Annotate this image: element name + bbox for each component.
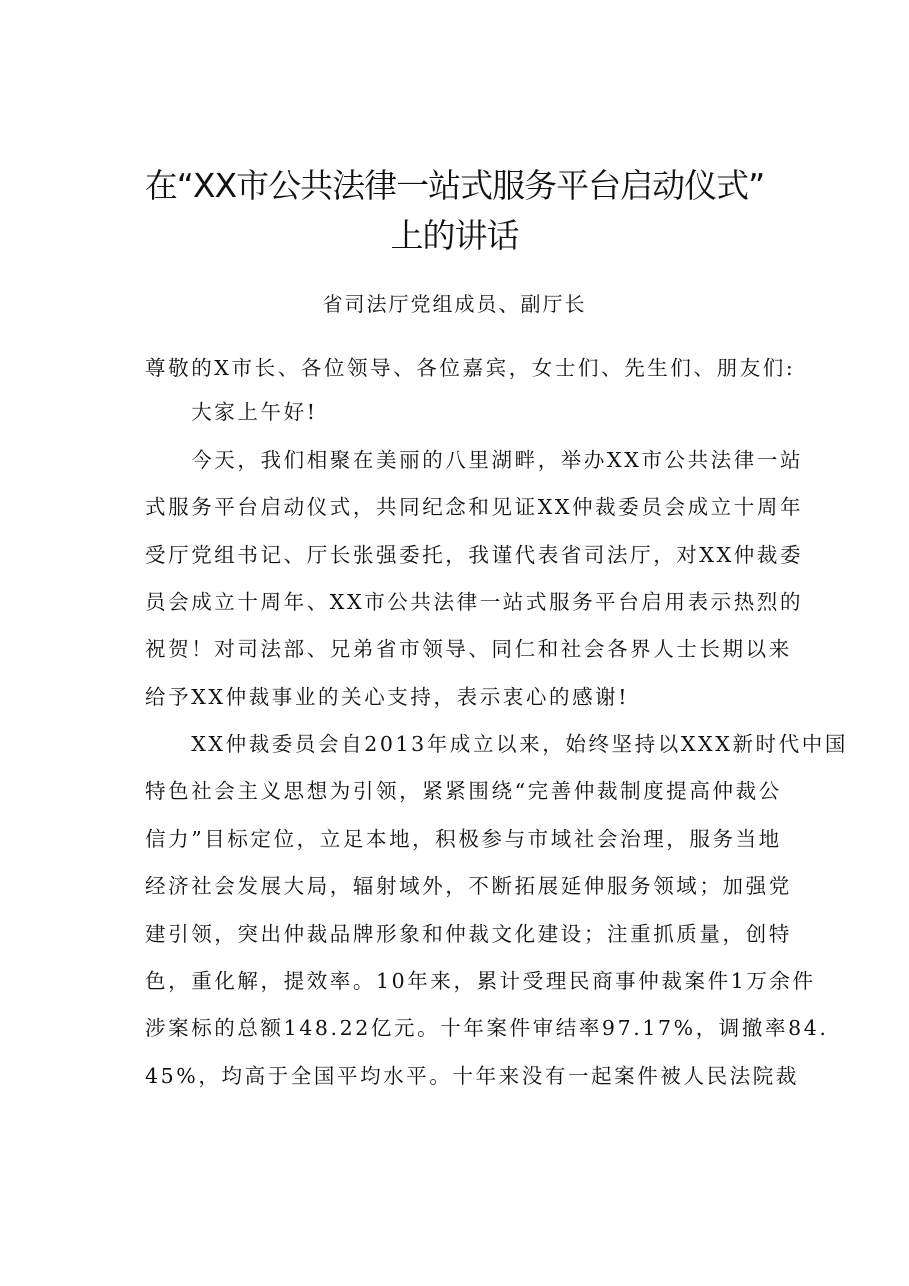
text-line: 大家上午好! bbox=[145, 400, 318, 424]
text-line: 受厅党组书记、厅长张强委托，我谨代表省司法厅，对XX仲裁委 bbox=[145, 543, 804, 567]
text-line: 尊敬的X市长、各位领导、各位嘉宾，女士们、先生们、朋友们: bbox=[145, 356, 796, 380]
text-line: 经济社会发展大局，辐射域外，不断拓展延伸服务领域；加强党 bbox=[145, 874, 792, 898]
text-line: 今天，我们相聚在美丽的八里湖畔，举办XX市公共法律一站 bbox=[145, 448, 804, 472]
text-line: 特色社会主义思想为引领，紧紧围绕“完善仲裁制度提高仲裁公 bbox=[145, 779, 782, 803]
speaker-title: 省司法厅党组成员、副厅长 bbox=[322, 292, 587, 316]
text-line: 员会成立十周年、XX市公共法律一站式服务平台启用表示热烈的 bbox=[145, 590, 804, 614]
text-line: 给予XX仲裁事业的关心支持，表示衷心的感谢! bbox=[145, 685, 630, 709]
text-line: 建引领，突出仲裁品牌形象和仲裁文化建设；注重抓质量，创特 bbox=[145, 922, 792, 946]
text-line: 式服务平台启动仪式，共同纪念和见证XX仲裁委员会成立十周年 bbox=[145, 495, 804, 519]
document-title-line-2: 上的讲话 bbox=[390, 216, 519, 255]
document-title-line-1: 在“XX市公共法律一站式服务平台启动仪式” bbox=[144, 166, 765, 205]
text-line: 色，重化解，提效率。10年来，累计受理民商事仲裁案件1万余件 bbox=[145, 969, 816, 993]
text-line: XX仲裁委员会自2013年成立以来，始终坚持以XXX新时代中国 bbox=[145, 732, 848, 756]
text-line: 祝贺！对司法部、兄弟省市领导、同仁和社会各界人士长期以来 bbox=[145, 637, 792, 661]
text-line: 信力”目标定位，立足本地，积极参与市域社会治理，服务当地 bbox=[145, 827, 782, 851]
text-line: 45%，均高于全国平均水平。十年来没有一起案件被人民法院裁 bbox=[145, 1064, 799, 1088]
text-line: 涉案标的总额148.22亿元。十年案件审结率97.17%，调撤率84. bbox=[145, 1016, 829, 1040]
